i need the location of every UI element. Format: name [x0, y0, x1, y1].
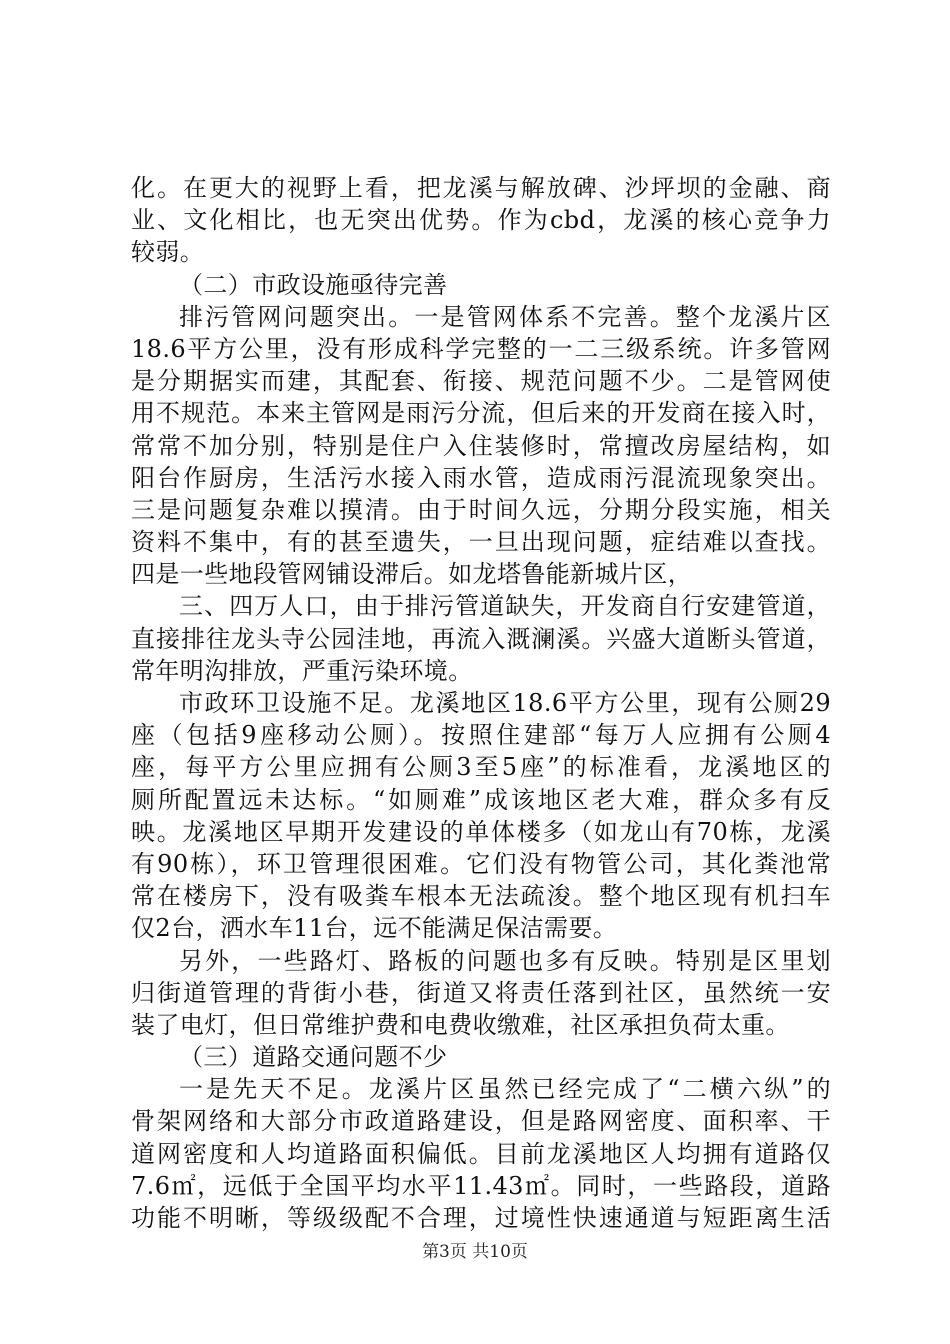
text-line: 一是先天不足。龙溪片区虽然已经完成了“二横六纵”的: [179, 1075, 831, 1104]
text-line: 厕所配置远未达标。“如厕难”成该地区老大难，群众多有反: [131, 785, 831, 814]
text-line: 映。龙溪地区早期开发建设的单体楼多（如龙山有70栋，龙溪: [131, 817, 831, 846]
text-line: 常常不加分别，特别是住户入住装修时，常擅改房屋结构，如: [131, 431, 831, 460]
text-line: 用不规范。本来主管网是雨污分流，但后来的开发商在接入时，: [131, 399, 831, 428]
text-line: 道网密度和人均道路面积偏低。目前龙溪地区人均拥有道路仅: [131, 1139, 831, 1168]
text-line: （二）市政设施亟待完善: [179, 270, 448, 299]
text-line: 是分期据实而建，其配套、衔接、规范问题不少。二是管网使: [131, 367, 831, 396]
text-line: 四是一些地段管网铺设滞后。如龙塔鲁能新城片区，: [131, 560, 693, 589]
text-line: 18.6平方公里，没有形成科学完整的一二三级系统。许多管网: [131, 334, 831, 363]
text-line: 装了电灯，但日常维护费和电费收缴难，社区承担负荷太重。: [131, 1010, 790, 1039]
text-line: 化。在更大的视野上看，把龙溪与解放碑、沙坪坝的金融、商: [131, 174, 831, 202]
text-line: 三、四万人口，由于排污管道缺失，开发商自行安建管道，: [179, 592, 831, 621]
text-line: 有90栋），环卫管理很困难。它们没有物管公司，其化粪池常: [131, 849, 831, 878]
text-line: 业、文化相比，也无突出优势。作为cbd，龙溪的核心竞争力: [131, 206, 831, 235]
document-body: [131, 172, 831, 1234]
text-line: 排污管网问题突出。一是管网体系不完善。整个龙溪片区: [179, 302, 831, 331]
text-line: 直接排往龙头寺公园洼地，再流入溉澜溪。兴盛大道断头管道，: [131, 624, 831, 653]
text-line: 归街道管理的背街小巷，街道又将责任落到社区，虽然统一安: [131, 978, 831, 1007]
page-footer: 第3页 共10页: [422, 1242, 528, 1262]
text-line: 骨架网络和大部分市政道路建设，但是路网密度、面积率、干: [131, 1107, 831, 1136]
text-line: 较弱。: [131, 238, 205, 267]
text-line: 三是问题复杂难以摸清。由于时间久远，分期分段实施，相关: [131, 495, 831, 524]
text-line: 阳台作厨房，生活污水接入雨水管，造成雨污混流现象突出。: [131, 463, 831, 492]
text-line: 功能不明晰，等级级配不合理，过境性快速通道与短距离生活: [131, 1204, 831, 1232]
text-line: 资料不集中，有的甚至遗失，一旦出现问题，症结难以查找。: [131, 528, 831, 557]
text-line: 另外，一些路灯、路板的问题也多有反映。特别是区里划: [179, 946, 831, 975]
text-line: 常年明沟排放，严重污染环境。: [131, 656, 473, 685]
text-line: 市政环卫设施不足。龙溪地区18.6平方公里，现有公厕29: [179, 689, 831, 717]
text-line: 座，每平方公里应拥有公厕3至5座”的标准看，龙溪地区的: [131, 753, 831, 782]
text-line: 7.6㎡，远低于全国平均水平11.43㎡。同时，一些路段，道路: [131, 1171, 831, 1200]
text-line: 常在楼房下，没有吸粪车根本无法疏浚。整个地区现有机扫车: [131, 882, 831, 911]
text-line: （三）道路交通问题不少: [179, 1043, 448, 1072]
text-line: 仅2台，洒水车11台，远不能满足保洁需要。: [131, 914, 618, 943]
text-line: 座（包括9座移动公厕）。按照住建部“每万人应拥有公厕4: [131, 721, 831, 750]
